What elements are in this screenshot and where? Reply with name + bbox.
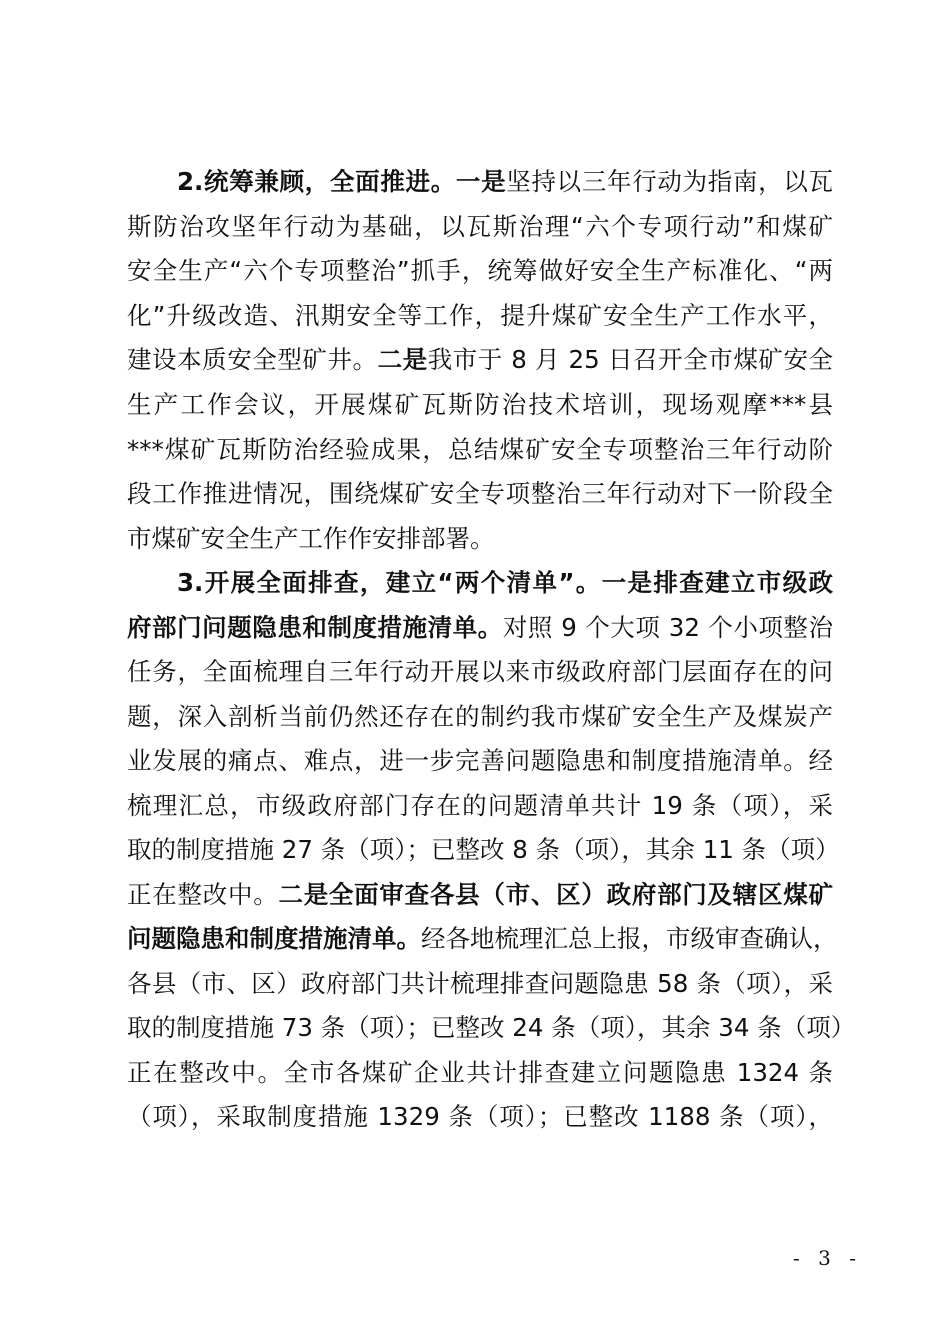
text-line <box>127 519 833 559</box>
text-segment: 正在整改中。全市各煤矿企业共计排查建立问题隐患 1324 条 <box>127 1058 833 1087</box>
text-line <box>127 474 833 514</box>
text-line <box>127 697 833 737</box>
text-line <box>127 786 833 826</box>
text-segment: ***煤矿瓦斯防治经验成果，总结煤矿安全专项整治三年行动阶 <box>127 435 833 464</box>
text-segment: 坚持以三年行动为指南，以瓦 <box>506 167 834 196</box>
text-segment: 对照 9 个大项 32 个小项整治 <box>502 613 833 642</box>
text-line <box>127 251 833 291</box>
text-line <box>127 296 833 336</box>
text-line <box>127 608 833 648</box>
text-segment: 取的制度措施 73 条（项）；已整改 24 条（项），其余 34 条（项） <box>127 1013 856 1042</box>
bold-text-segment: 府部门问题隐患和制度措施清单。 <box>127 613 503 642</box>
bold-text-segment: 问题隐患和制度措施清单。 <box>127 924 421 953</box>
text-line <box>127 1097 833 1137</box>
bold-text-segment: 一是 <box>455 167 507 196</box>
text-line <box>127 207 833 247</box>
text-line <box>177 563 833 603</box>
text-line <box>127 430 833 470</box>
text-segment: 题，深入剖析当前仍然还存在的制约我市煤矿安全生产及煤炭产 <box>127 702 833 731</box>
text-segment: 生产工作会议，开展煤矿瓦斯防治技术培训，现场观摩***县 <box>127 390 833 419</box>
bold-text-segment: 3.开展全面排查，建立“两个清单”。一是排查建立市级政 <box>177 568 833 597</box>
text-line <box>127 652 833 692</box>
text-segment: 任务，全面梳理自三年行动开展以来市级政府部门层面存在的问 <box>127 657 833 686</box>
text-line <box>127 741 833 781</box>
text-segment: 段工作推进情况，围绕煤矿安全专项整治三年行动对下一阶段全 <box>127 479 833 508</box>
text-segment: 经各地梳理汇总上报，市级审查确认， <box>421 924 838 953</box>
text-segment: 业发展的痛点、难点，进一步完善问题隐患和制度措施清单。经 <box>127 746 833 775</box>
text-segment: 建设本质安全型矿井。 <box>127 345 378 374</box>
text-segment: 斯防治攻坚年行动为基础，以瓦斯治理“六个专项行动”和煤矿 <box>127 212 833 241</box>
bold-text-segment: 二是 <box>377 345 428 374</box>
text-line <box>127 830 840 870</box>
text-segment: 市煤矿安全生产工作作安排部署。 <box>127 524 495 553</box>
text-segment: 各县（市、区）政府部门共计梳理排查问题隐患 58 条（项），采 <box>127 969 833 998</box>
text-line <box>127 1008 856 1048</box>
text-line <box>177 162 833 202</box>
text-line <box>127 1053 833 1093</box>
bold-text-segment: 二是全面审查各县（市、区）政府部门及辖区煤矿 <box>278 880 834 909</box>
text-segment: 取的制度措施 27 条（项）；已整改 8 条（项），其余 11 条（项） <box>127 835 840 864</box>
text-segment: 化”升级改造、汛期安全等工作，提升煤矿安全生产工作水平， <box>127 301 833 330</box>
text-line <box>127 964 833 1004</box>
bold-text-segment: 2.统筹兼顾，全面推进。 <box>177 167 456 196</box>
text-segment: 梳理汇总，市级政府部门存在的问题清单共计 19 条（项），采 <box>127 791 833 820</box>
page-number: - 3 - <box>793 1246 862 1270</box>
text-segment: 我市于 8 月 25 日召开全市煤矿安全 <box>427 345 834 374</box>
text-line <box>127 919 838 959</box>
text-segment: 正在整改中。 <box>127 880 279 909</box>
text-line <box>127 340 833 380</box>
text-line <box>127 875 833 915</box>
text-segment: （项），采取制度措施 1329 条（项）；已整改 1188 条（项）， <box>127 1102 833 1131</box>
text-segment: 安全生产“六个专项整治”抓手，统筹做好安全生产标准化、“两 <box>127 256 833 285</box>
text-line <box>127 385 833 425</box>
